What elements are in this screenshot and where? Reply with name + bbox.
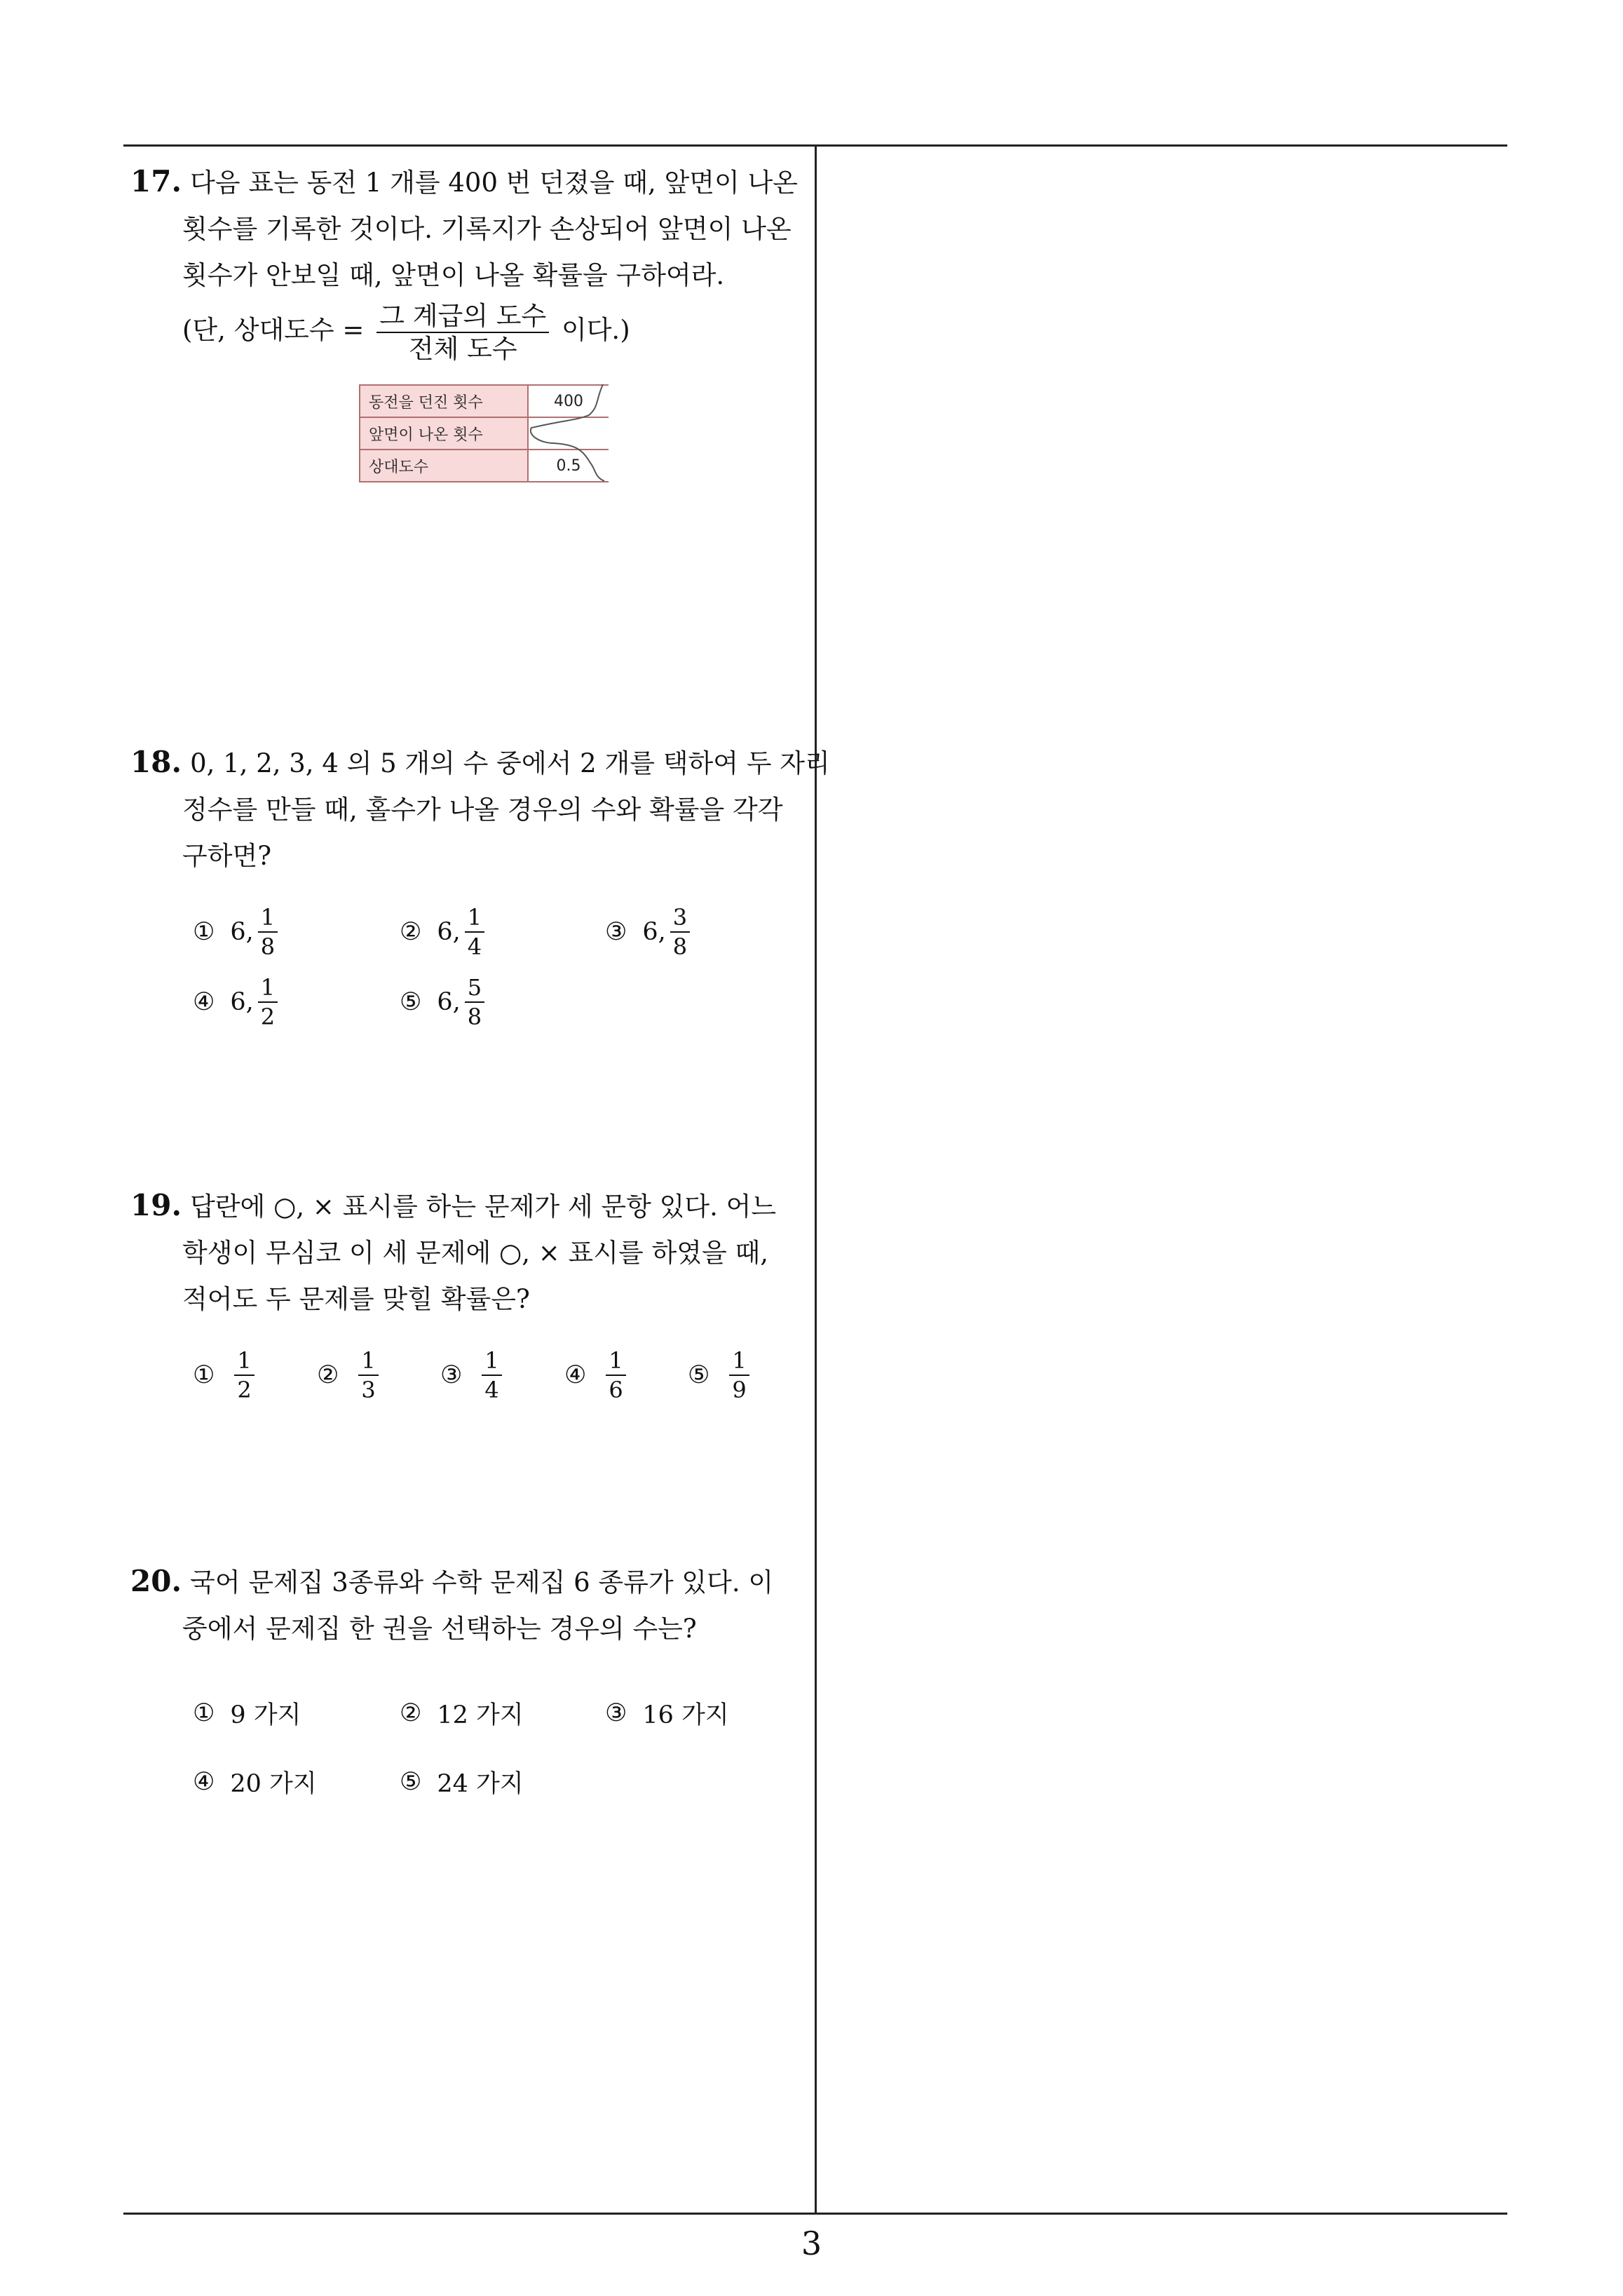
choice-mark: ③: [605, 918, 627, 946]
choice-fraction: [465, 976, 484, 1028]
table-header-cell: 상대도수: [360, 450, 528, 482]
fraction-denominator: 2: [237, 1377, 252, 1403]
choice-text: 9 가지: [230, 1701, 301, 1729]
question-18: [130, 739, 830, 879]
choice-2[interactable]: [400, 906, 489, 958]
choice-mark: ④: [193, 1768, 215, 1796]
choice-5[interactable]: [400, 976, 489, 1028]
choice-mark: ②: [400, 918, 422, 946]
choice-1[interactable]: [193, 1349, 259, 1401]
question-text-line: 정수를 만들 때, 홀수가 나올 경우의 수와 확률을 각각: [182, 795, 783, 825]
question-text-line: 횟수를 기록한 것이다. 기록지가 손상되어 앞면이 나온: [182, 214, 792, 244]
choice-4[interactable]: [564, 1349, 630, 1401]
choice-mark: ⑤: [400, 988, 422, 1016]
choice-fraction: [606, 1349, 625, 1401]
note-suffix: 이다.): [561, 315, 630, 345]
note-prefix: (단, 상대도수 =: [182, 315, 365, 345]
question-note: [130, 299, 803, 362]
question-number: 18.: [130, 745, 182, 779]
question-text-line: 답란에 ○, × 표시를 하는 문제가 세 문항 있다. 어느: [190, 1191, 777, 1222]
table-value-cell: 0.5: [528, 450, 609, 482]
choice-text: 12 가지: [437, 1701, 524, 1729]
choice-mark: ③: [605, 1699, 627, 1727]
fraction-numerator: 1: [482, 1349, 501, 1376]
choice-mark: ①: [193, 1361, 215, 1389]
choice-text: 16 가지: [642, 1701, 729, 1729]
choice-text: 6,: [437, 988, 461, 1016]
choice-text: 6,: [230, 988, 254, 1016]
fraction-denominator: 전체 도수: [408, 333, 517, 364]
choice-1[interactable]: [193, 1696, 301, 1731]
torn-edge-graphic: [526, 379, 617, 484]
choice-3[interactable]: [440, 1349, 506, 1401]
choice-fraction: [258, 976, 278, 1028]
fraction-numerator: 1: [606, 1349, 625, 1376]
choice-mark: ④: [193, 988, 215, 1016]
fraction-denominator: 2: [260, 1004, 276, 1030]
choice-text: 6,: [230, 918, 254, 946]
fraction-numerator: 1: [258, 906, 278, 933]
fraction-denominator: 4: [467, 933, 482, 960]
fraction-denominator: 9: [732, 1377, 747, 1403]
question-text-line: 적어도 두 문제를 맞힐 확률은?: [182, 1284, 530, 1314]
fraction-numerator: 1: [465, 906, 484, 933]
fraction-denominator: 8: [467, 1004, 482, 1030]
question-text-line: 0, 1, 2, 3, 4 의 5 개의 수 중에서 2 개를 택하여 두 자리: [190, 748, 830, 778]
choice-mark: ②: [400, 1699, 422, 1727]
choice-fraction: [258, 906, 278, 958]
choice-text: 6,: [642, 918, 666, 946]
choice-1[interactable]: [193, 906, 282, 958]
choice-3[interactable]: [605, 906, 694, 958]
question-text-line: 다음 표는 동전 1 개를 400 번 던졌을 때, 앞면이 나온: [190, 168, 798, 198]
choice-text: 20 가지: [230, 1770, 317, 1798]
question-number: 17.: [130, 164, 182, 198]
question-text-line: 중에서 문제집 한 권을 선택하는 경우의 수는?: [182, 1614, 697, 1644]
choice-mark: ②: [317, 1361, 339, 1389]
choice-fraction: [234, 1349, 254, 1401]
fraction-numerator: 1: [729, 1349, 749, 1376]
question-20: [130, 1558, 803, 1652]
fraction-numerator: 5: [465, 976, 484, 1003]
choice-text: 24 가지: [437, 1770, 524, 1798]
fraction-numerator: 1: [234, 1349, 254, 1376]
fraction-numerator: 그 계급의 도수: [376, 303, 549, 333]
column-divider: [815, 144, 817, 2213]
bottom-rule: [123, 2213, 1507, 2215]
fraction-denominator: 6: [609, 1377, 623, 1403]
fraction-numerator: 1: [258, 976, 278, 1003]
choice-2[interactable]: [400, 1696, 524, 1731]
fraction-numerator: 1: [358, 1349, 378, 1376]
question-text-line: 국어 문제집 3종류와 수학 문제집 6 종류가 있다. 이: [190, 1567, 774, 1598]
choice-4[interactable]: [193, 976, 282, 1028]
question-number: 20.: [130, 1564, 182, 1598]
relative-frequency-fraction: [376, 300, 549, 364]
fraction-denominator: 3: [361, 1377, 376, 1403]
choice-mark: ⑤: [688, 1361, 710, 1389]
table-value-cell: 400: [528, 385, 609, 417]
fraction-denominator: 8: [260, 933, 276, 960]
choice-fraction: [465, 906, 484, 958]
choice-mark: ④: [564, 1361, 587, 1389]
question-text-line: 구하면?: [182, 841, 272, 871]
choice-5[interactable]: [400, 1764, 524, 1799]
choice-4[interactable]: [193, 1764, 317, 1799]
choice-mark: ③: [440, 1361, 463, 1389]
question-17: [130, 158, 803, 362]
table-header-cell: 앞면이 나온 횟수: [360, 417, 528, 450]
choice-5[interactable]: [688, 1349, 754, 1401]
choice-fraction: [482, 1349, 501, 1401]
question-19: [130, 1182, 803, 1323]
choice-fraction: [729, 1349, 749, 1401]
page-number: 3: [801, 2224, 822, 2262]
choice-mark: ①: [193, 918, 215, 946]
question-number: 19.: [130, 1188, 182, 1222]
choice-mark: ⑤: [400, 1768, 422, 1796]
fraction-denominator: 8: [672, 933, 688, 960]
fraction-denominator: 4: [484, 1377, 499, 1403]
question-text-line: 학생이 무심코 이 세 문제에 ○, × 표시를 하였을 때,: [182, 1238, 769, 1268]
table-header-cell: 동전을 던진 횟수: [360, 385, 528, 417]
choice-mark: ①: [193, 1699, 215, 1727]
choice-text: 6,: [437, 918, 461, 946]
fraction-numerator: 3: [670, 906, 690, 933]
choice-fraction: [358, 1349, 378, 1401]
choice-3[interactable]: [605, 1696, 729, 1731]
choice-fraction: [670, 906, 690, 958]
question-text-line: 횟수가 안보일 때, 앞면이 나올 확률을 구하여라.: [182, 260, 725, 290]
choice-2[interactable]: [317, 1349, 383, 1401]
